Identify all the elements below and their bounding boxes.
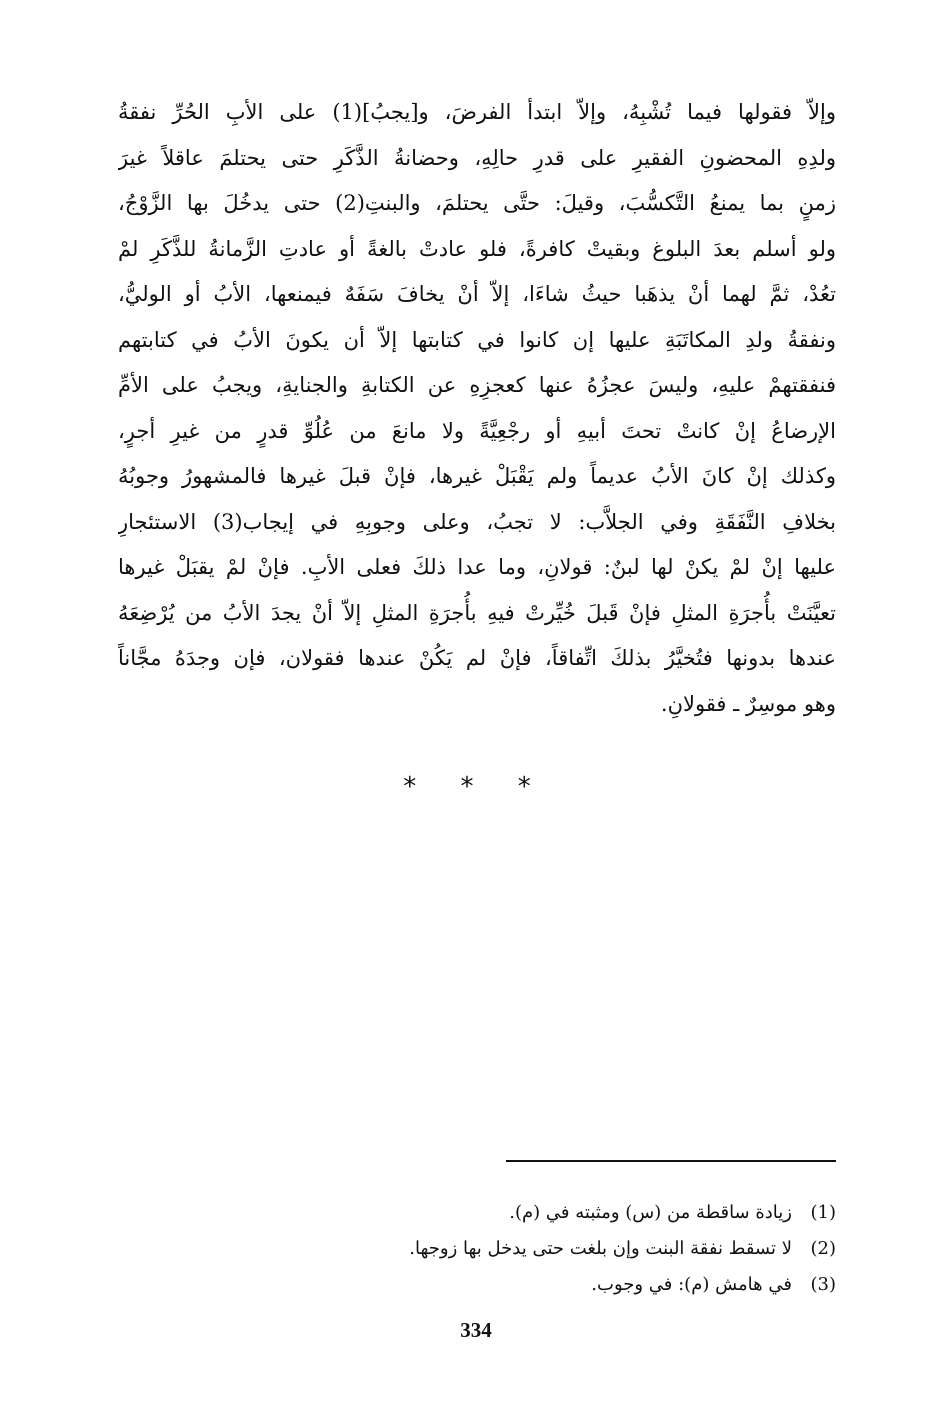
- footnote-text: لا تسقط نفقة البنت وإن بلغت حتى يدخل بها زوجها.: [409, 1238, 792, 1259]
- footnote-rule: [506, 1160, 836, 1162]
- text-line-last: وهو موسِرٌ ـ فقولانِ.: [660, 691, 836, 716]
- text-line: بخلافِ النَّفَقَةِ وفي الجلاَّب: لا تجبُ، وعلى وجوبِهِ في إيجاب(3) الاستئجارِ: [118, 509, 836, 534]
- text-line: عليها إنْ لمْ يكنْ لها لبنٌ: قولانِ، وما عدا ذلكَ فعلى الأبِ. فإنْ لمْ يقبَلْ غيرها: [118, 555, 836, 579]
- text-line: ونفقةُ ولدِ المكاتَبَةِ عليها إن كانوا في كتابتها إلاّ أن يكونَ الأبُ في كتابتهم: [118, 327, 836, 352]
- footnote: [200, 1195, 836, 1231]
- text-line: ولو أسلم بعدَ البلوغ وبقيتْ كافرةً، فلو عادتْ بالغةً أو عادتِ الزَّمانةُ للذَّكَرِ لمْ: [118, 236, 836, 261]
- footnote-number: (1): [810, 1202, 836, 1223]
- footnote-number: (2): [810, 1238, 836, 1259]
- footnote: [200, 1231, 836, 1267]
- text-line: زمنٍ بما يمنعُ التَّكسُّبَ، وقيلَ: حتَّى يحتلمَ، والبنتِ(2) حتى يدخُلَ بها الزَّوْجُ،: [118, 191, 836, 215]
- section-separator: * * *: [403, 772, 549, 802]
- text-line: تعُدْ، ثمَّ لهما أنْ يذهَبا حيثُ شاءَا، إلاّ أنْ يخافَ سَفَهٌ فيمنعها، الأبُ أو الوليُّ،: [118, 282, 836, 306]
- footnote-text: زيادة ساقطة من (س) ومثبته في (م).: [509, 1202, 792, 1223]
- footnote-number: (3): [810, 1274, 836, 1295]
- footnote: [200, 1267, 836, 1303]
- footnotes: [200, 1195, 836, 1303]
- page-number: 334: [460, 1318, 492, 1342]
- footnote-text: في هامش (م): في وجوب.: [591, 1274, 792, 1295]
- text-line: ولدِهِ المحضونِ الفقيرِ على قدرِ حالِهِ، وحضانةُ الذَّكَرِ حتى يحتلمَ عاقلاً غيرَ: [118, 145, 836, 170]
- text-line: الإرضاعُ إنْ كانتْ تحتَ أبيهِ أو رجْعِيَّةً ولا مانعَ من عُلُوِّ قدرٍ من غيرِ أجرٍ،: [118, 418, 836, 443]
- text-line: تعيَّنَتْ بأُجرَةِ المثلِ فإنْ قَبلَ خُيِّرتْ فيهِ بأُجرَةِ المثلِ إلاّ أنْ يجدَ الأبُ من يُرْضِعَهُ: [118, 600, 836, 625]
- text-line: وكذلك إنْ كانَ الأبُ عديماً ولم يَقْبَلْ غيرها، فإنْ قبلَ غيرها فالمشهورُ وجوبُهُ: [118, 464, 836, 488]
- text-line: عندها بدونها فتُخيَّرُ بذلكَ اتِّفاقاً، فإنْ لم يَكُنْ عندها فقولان، فإن وجدَهُ مجَّاناً: [118, 646, 836, 670]
- text-line: وإلاّ فقولها فيما تُشْبِهُ، وإلاّ ابتدأ الفرضَ، و[يجبُ](1) على الأبِ الحُرِّ نفقةُ: [118, 100, 836, 124]
- main-text-block: [118, 90, 836, 727]
- text-line: فنفقتهمْ عليهِ، وليسَ عجزُهُ عنها كعجزِهِ عن الكتابةِ والجنايةِ، ويجبُ على الأمِّ: [118, 373, 836, 397]
